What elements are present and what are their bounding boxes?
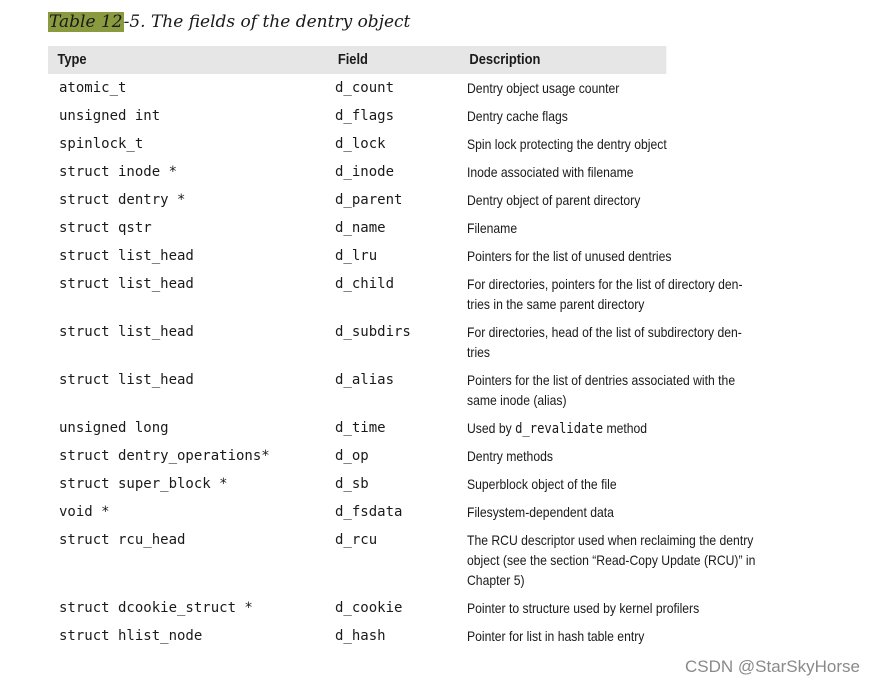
cell-field: d_lru [335,248,378,264]
cell-field: d_sb [335,476,369,492]
description-text: method [603,420,648,436]
description-text: Used by [467,420,516,436]
cell-description [467,370,735,410]
description-code: d_revalidate [515,421,604,437]
description-line: Chapter 5) [467,572,525,588]
cell-type: struct super_block * [59,476,228,492]
table-header [48,46,666,74]
cell-type: unsigned int [59,108,161,124]
dentry-fields-table [48,46,767,644]
caption-text: -5. The fields of the dentry object [123,12,411,32]
description-line: Inode associated with filename [467,164,634,180]
table-caption [48,10,410,34]
cell-type: spinlock_t [59,136,144,152]
cell-field: d_op [335,448,369,464]
cell-description [467,418,647,439]
cell-description [467,474,617,494]
header-description: Description [469,51,541,68]
description-line: Dentry methods [467,448,553,464]
cell-type: struct dcookie_struct * [59,600,253,616]
caption-highlight: Table 12 [49,12,123,32]
description-line: Superblock object of the file [467,476,617,492]
cell-field: d_hash [335,628,386,644]
description-line [467,418,647,439]
cell-type: unsigned long [59,420,169,436]
cell-description [467,322,742,362]
cell-field: d_parent [335,192,403,208]
cell-description [467,598,699,618]
description-line: Pointers for the list of dentries associated with the [467,372,736,388]
cell-field: d_subdirs [335,324,411,340]
cell-description [467,246,671,266]
cell-type: struct inode * [59,164,178,180]
cell-type: struct qstr [59,220,152,236]
description-line: Dentry cache flags [467,108,568,124]
cell-description [467,78,619,98]
cell-field: d_child [335,276,395,292]
cell-field: d_cookie [335,600,403,616]
cell-type: struct dentry * [59,192,186,208]
cell-field: d_fsdata [335,504,403,520]
description-line: Filename [467,220,518,236]
cell-type: struct rcu_head [59,532,186,548]
cell-field: d_lock [335,136,386,152]
cell-field: d_time [335,420,386,436]
cell-field: d_count [335,80,395,96]
description-line: Pointer to structure used by kernel profilers [467,600,700,616]
cell-description [467,530,755,590]
cell-description [467,190,640,210]
cell-type: struct dentry_operations* [59,448,270,464]
description-line: object (see the section “Read-Copy Update (RCU)” in [467,552,756,568]
cell-type: struct list_head [59,248,194,264]
cell-type: struct list_head [59,324,194,340]
cell-description [467,446,553,466]
cell-description [467,106,568,126]
header-type: Type [57,51,87,68]
description-line: Filesystem-dependent data [467,504,614,520]
cell-description [467,162,634,182]
cell-type: struct hlist_node [59,628,203,644]
description-line: same inode (alias) [467,392,567,408]
watermark: CSDN @StarSkyHorse [684,657,860,676]
description-line: For directories, head of the list of subdirectory den- [467,324,742,340]
cell-description [467,626,644,646]
cell-description [467,218,517,238]
cell-field: d_flags [335,108,395,124]
cell-type: struct list_head [59,372,194,388]
description-line: Spin lock protecting the dentry object [467,136,667,152]
description-line: The RCU descriptor used when reclaiming the dentry [467,532,754,548]
cell-description [467,274,743,314]
description-line: tries in the same parent directory [467,296,645,312]
cell-type: void * [59,504,110,520]
description-line: tries [467,344,491,360]
description-line: For directories, pointers for the list of directory den- [467,276,743,292]
description-line: Pointer for list in hash table entry [467,628,645,644]
cell-description [467,134,667,154]
description-line: Dentry object usage counter [467,80,620,96]
header-field: Field [337,51,368,68]
cell-type: atomic_t [59,80,127,96]
description-line: Pointers for the list of unused dentries [467,248,672,264]
cell-type: struct list_head [59,276,194,292]
cell-field: d_inode [335,164,395,180]
description-line: Dentry object of parent directory [467,192,641,208]
cell-field: d_rcu [335,532,378,548]
cell-description [467,502,614,522]
cell-field: d_alias [335,372,395,388]
cell-field: d_name [335,220,386,236]
